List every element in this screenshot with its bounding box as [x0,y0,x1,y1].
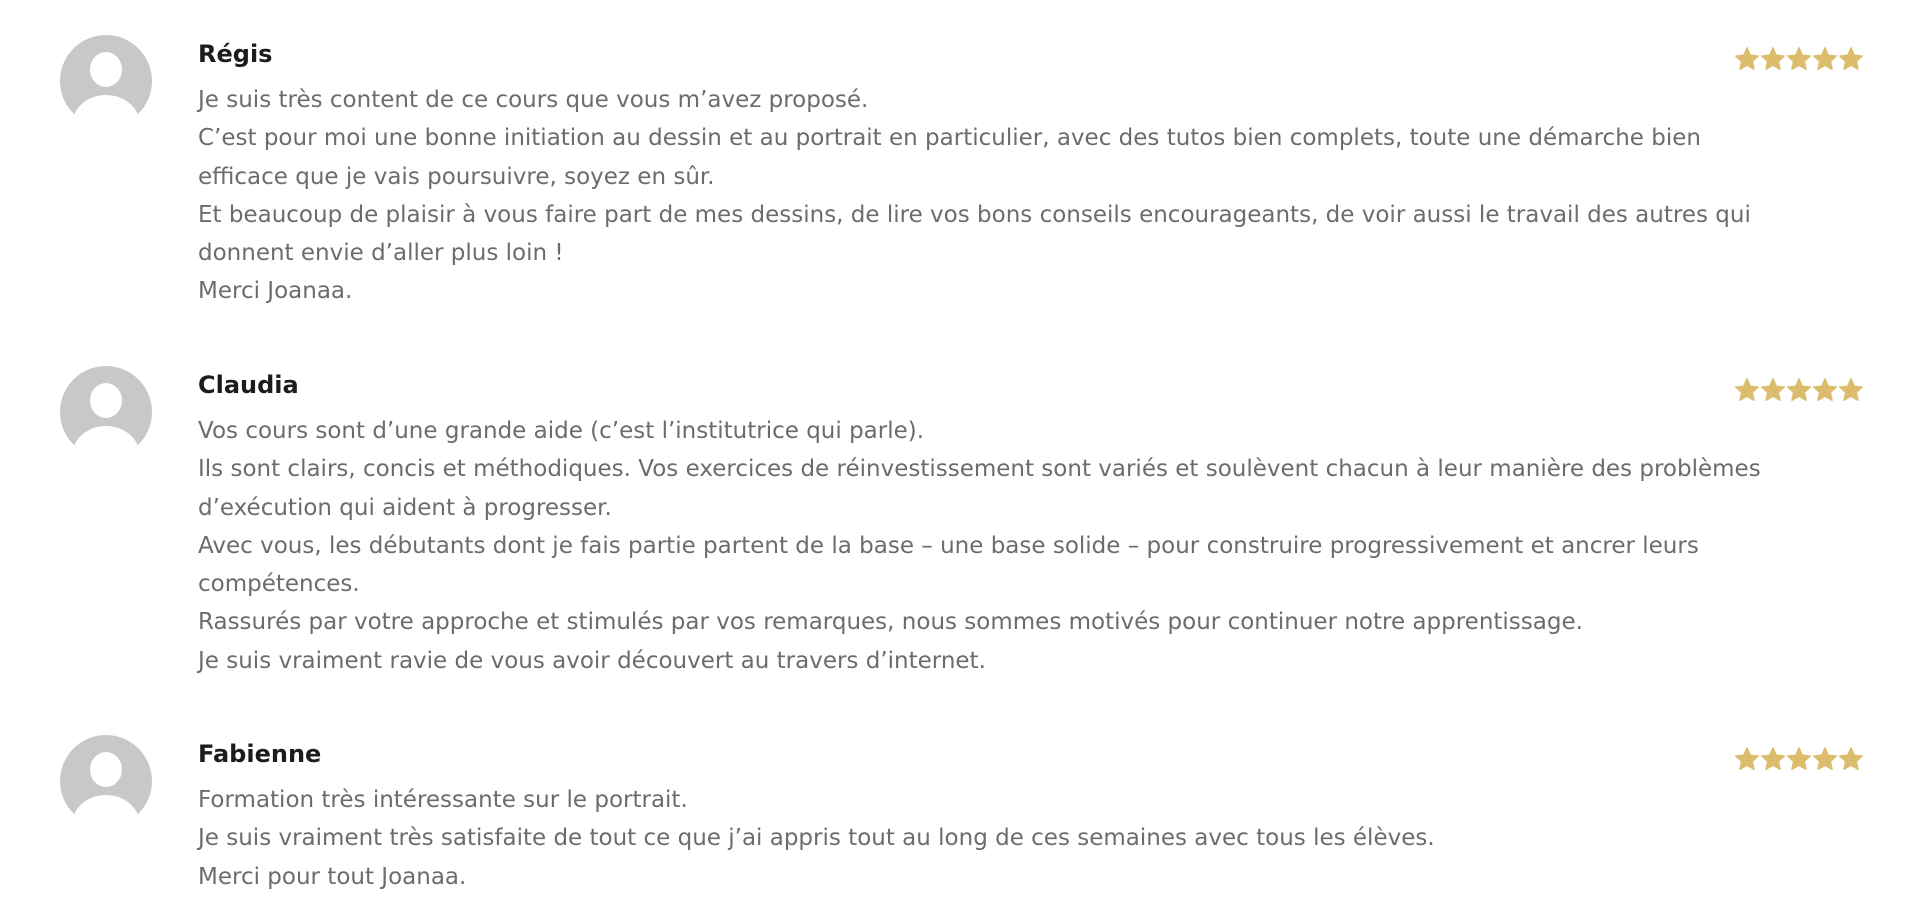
review-text [198,412,1868,680]
review-text-line: C’est pour moi une bonne initiation au dessin et au portrait en particulier, avec des tutos bien complets, toute une démarche bien [198,125,1701,152]
star-icon [1760,746,1786,772]
review-text-line: Ils sont clairs, concis et méthodiques. Vos exercices de réinvestissement sont variés et soulèvent chacun à leur manière des problèmes [198,456,1761,483]
star-icon [1786,46,1812,72]
review-text-line: Avec vous, les débutants dont je fais partie partent de la base – une base solide – pour construire progressivement et ancrer leurs [198,532,1699,559]
star-icon [1760,46,1786,72]
star-rating [1734,46,1864,72]
review-text-line: Et beaucoup de plaisir à vous faire part de mes dessins, de lire vos bons conseils encourageants, de voir aussi le travail des autres qui [198,201,1751,228]
star-icon [1734,46,1760,72]
avatar-shoulders-shape [72,795,140,827]
avatar-shoulders-shape [72,95,140,127]
review-text-line: efficace que je vais poursuivre, soyez en sûr. [198,163,715,190]
review-text-line: d’exécution qui aident à progresser. [198,494,612,521]
star-rating [1734,377,1864,403]
review-text-line: compétences. [198,571,360,598]
avatar-head-shape [90,383,122,418]
star-icon [1734,746,1760,772]
star-icon [1812,746,1838,772]
review-text-line: Vos cours sont d’une grande aide (c’est l’institutrice qui parle). [198,418,925,444]
star-icon [1734,377,1760,403]
avatar-shoulders-shape [72,426,140,458]
avatar-head-shape [90,52,122,87]
reviewer-name: Claudia [198,371,299,399]
star-icon [1838,377,1864,403]
star-icon [1812,377,1838,403]
star-rating [1734,746,1864,772]
review-text-line: Rassurés par votre approche et stimulés par vos remarques, nous sommes motivés pour continuer notre apprentissage. [198,609,1583,636]
review-text-line: Je suis très content de ce cours que vous m’avez proposé. [198,87,869,113]
reviewer-name: Régis [198,40,273,68]
review-text [198,781,1868,896]
avatar [60,35,152,127]
star-icon [1760,377,1786,403]
avatar-head-shape [90,752,122,787]
avatar [60,735,152,827]
reviewer-name: Fabienne [198,740,322,768]
star-icon [1838,46,1864,72]
review-text-line: donnent envie d’aller plus loin ! [198,240,564,267]
review-text [198,81,1868,311]
avatar [60,366,152,458]
review-text-line: Formation très intéressante sur le portrait. [198,787,688,813]
star-icon [1786,377,1812,403]
star-icon [1812,46,1838,72]
review-text-line: Je suis vraiment ravie de vous avoir découvert au travers d’internet. [198,647,986,674]
star-icon [1786,746,1812,772]
star-icon [1838,746,1864,772]
review-text-line: Merci Joanaa. [198,278,353,305]
review-text-line: Merci pour tout Joanaa. [198,863,467,890]
review-text-line: Je suis vraiment très satisfaite de tout ce que j’ai appris tout au long de ces semaines avec tous les élèves. [198,825,1435,852]
